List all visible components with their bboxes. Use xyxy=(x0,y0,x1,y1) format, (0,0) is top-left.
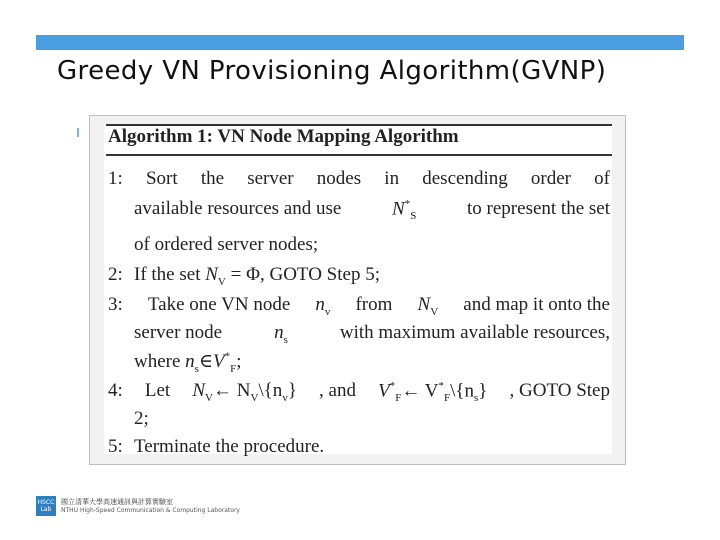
step-number: 1: xyxy=(108,168,123,189)
math-sub: s xyxy=(474,392,479,405)
footer-org-chinese: 國立清華大學高速通訊與計算實驗室 xyxy=(61,498,173,506)
math-symbol: n xyxy=(185,351,195,372)
math-symbol: n xyxy=(274,322,284,343)
math-sub: s xyxy=(194,362,199,375)
math-expr: ← N xyxy=(212,380,251,401)
math-sub: F xyxy=(443,392,451,405)
step-number: 4: xyxy=(108,380,123,401)
word: descending xyxy=(422,168,508,189)
math-sup: * xyxy=(438,380,444,392)
step-text: available resources and use xyxy=(134,198,342,219)
math-symbol: N xyxy=(417,294,431,315)
step-4-line-1 xyxy=(108,380,610,404)
slide-title: Greedy VN Provisioning Algorithm(GVNP) xyxy=(57,56,607,86)
step-1-line-1 xyxy=(108,168,610,190)
step-text: to represent the set xyxy=(467,198,610,219)
math-sup: * xyxy=(404,198,411,210)
step-1-line-2 xyxy=(134,198,610,222)
step-text: server node xyxy=(134,322,223,343)
algorithm-box xyxy=(104,124,612,457)
step-text: If the set xyxy=(134,264,201,285)
math-NV xyxy=(418,294,439,318)
step-2-line xyxy=(108,264,380,288)
math-sub: v xyxy=(282,391,288,404)
word: nodes xyxy=(316,168,362,189)
math-expr: = Φ xyxy=(230,264,260,285)
step-number: 5: xyxy=(108,436,123,457)
step-text: , GOTO Step xyxy=(509,380,610,401)
math-sub: V xyxy=(430,305,439,318)
math-ns xyxy=(274,322,288,346)
math-sub: V xyxy=(250,391,259,404)
math-sub: V xyxy=(205,391,213,404)
step-text: Terminate the procedure. xyxy=(134,436,325,457)
math-symbol: N xyxy=(205,264,218,285)
math-symbol: N xyxy=(192,380,206,401)
step-text: from xyxy=(355,294,393,315)
step-text: where xyxy=(134,351,181,372)
math-expr: \{n xyxy=(258,380,283,401)
top-accent-bar xyxy=(36,35,684,50)
word: order xyxy=(530,168,571,189)
bullet-marker xyxy=(77,128,79,137)
lab-logo xyxy=(36,496,56,516)
word: of xyxy=(594,168,610,189)
math-symbol: n xyxy=(315,294,325,315)
step-number: 2: xyxy=(108,264,123,285)
math-symbol: V xyxy=(378,380,390,402)
math-sub: s xyxy=(283,333,288,346)
math-expr: \{n xyxy=(450,380,474,402)
algorithm-panel xyxy=(89,115,626,465)
step-text: , and xyxy=(319,380,356,401)
word: in xyxy=(384,168,400,189)
math-sup: * xyxy=(389,380,396,392)
algorithm-header: Algorithm 1: VN Node Mapping Algorithm xyxy=(108,126,459,147)
step-text: and map it onto the xyxy=(463,294,610,315)
header-rule xyxy=(106,154,612,156)
math-sub: F xyxy=(230,362,237,375)
step-3-line-3 xyxy=(134,350,242,375)
math-symbol: N xyxy=(392,198,405,220)
step-text: Let xyxy=(144,380,171,401)
math-sub: V xyxy=(217,275,226,288)
step-text: Take one VN node xyxy=(147,294,291,315)
math-sub: S xyxy=(410,210,417,223)
math-sub: F xyxy=(395,392,402,405)
word: Sort xyxy=(145,168,178,189)
step-1-line-3: of ordered server nodes; xyxy=(134,234,319,255)
math-expr: ← V xyxy=(401,380,439,402)
math-sub: v xyxy=(324,305,331,318)
math-expr: } xyxy=(287,380,297,401)
footer-org-english: NTHU High-Speed Communication & Computing Laboratory xyxy=(61,507,240,514)
math-nv xyxy=(315,294,330,318)
math-ns-star xyxy=(392,198,416,222)
step-3-line-1 xyxy=(108,294,610,318)
step-3-line-2 xyxy=(134,322,610,346)
logo-text: HSCC xyxy=(37,499,55,506)
logo-text: Lab xyxy=(40,506,52,513)
math-in: ∈ xyxy=(198,351,214,372)
math-expr: } xyxy=(478,380,488,402)
word: server xyxy=(247,168,294,189)
step-text: , GOTO Step 5; xyxy=(259,264,380,285)
step-text: ; xyxy=(236,351,242,372)
math-symbol: V xyxy=(213,351,225,372)
math-update-nv xyxy=(192,380,297,404)
step-text: with maximum available resources, xyxy=(339,322,610,343)
math-update-vf xyxy=(378,380,487,404)
math-sup: * xyxy=(224,350,231,363)
step-5-line xyxy=(108,436,324,458)
step-4-line-2: 2; xyxy=(134,408,149,429)
word: the xyxy=(200,168,225,189)
step-number: 3: xyxy=(108,294,123,315)
